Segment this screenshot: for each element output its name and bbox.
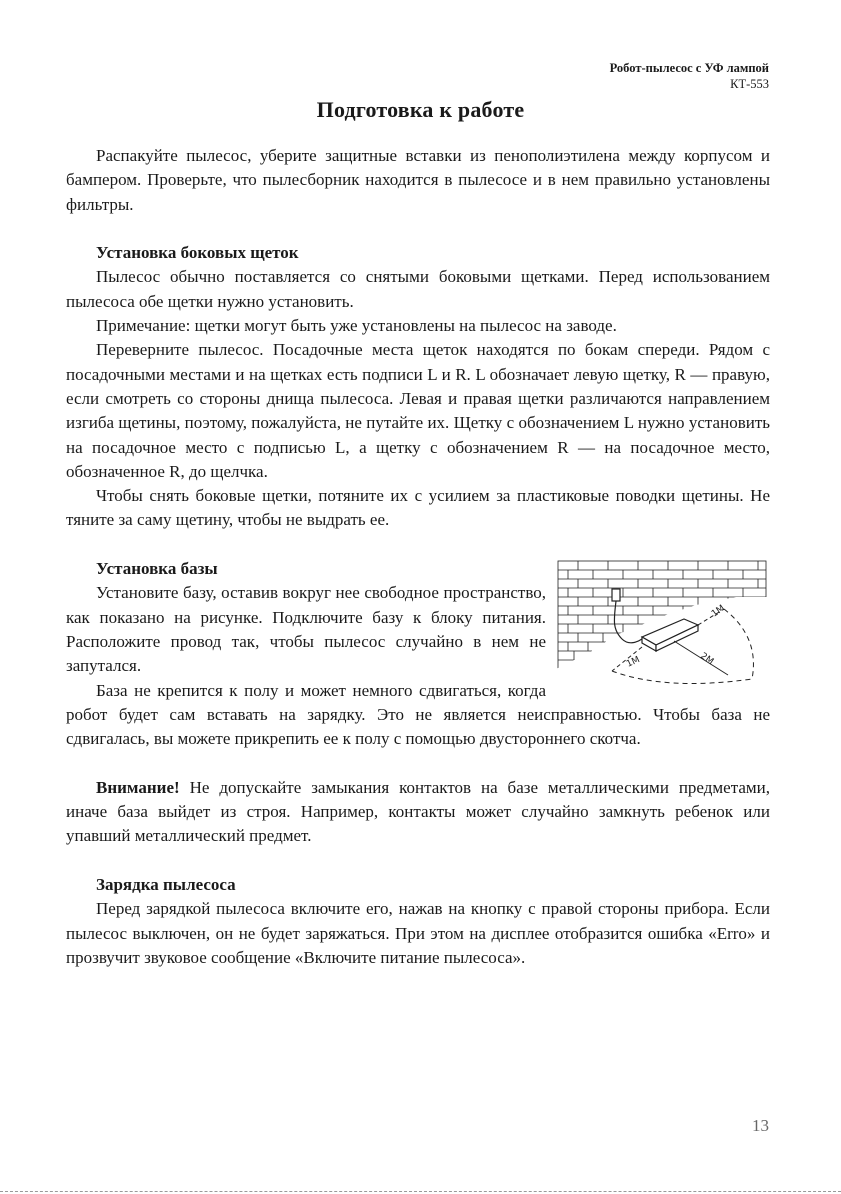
side-brushes-note: Примечание: щетки могут быть уже установлены на пылесос на заводе.: [96, 316, 617, 336]
page-number: 13: [752, 1116, 769, 1135]
header-model: КТ-553: [730, 77, 769, 91]
page-title: Подготовка к работе: [316, 97, 525, 122]
base-placement-figure: [556, 559, 770, 697]
side-brushes-paragraph-3: Переверните пылесос. Посадочные места щеток находятся по бокам спереди. Рядом с посадочными местами и на щетках есть подписи L и R. L обозначает левую щетку, R — правую, если смотреть со стороны днища пылесоса. Левая и правая щетки различаются направлением изгиба щетины, поэтому, пожалуйста, не путайте их. Щетку с обозначением L нужно установить на посадочное место с подписью L, а щетку с обозначением R — на посадочное место, обозначенное R, до щелчка.: [66, 340, 770, 481]
warning-text: Не допускайте замыкания контактов на базе металлическими предметами, иначе база выйдет из строя. Например, контакты может случайно замкнуть ребенок или упавший металлический предмет.: [66, 777, 770, 846]
warning-paragraph: [66, 776, 770, 849]
side-brushes-heading: Установка боковых щеток: [96, 243, 299, 263]
base-heading: Установка базы: [96, 559, 218, 579]
label-1m-right: 1M: [709, 603, 727, 620]
running-header: [610, 60, 769, 92]
base-paragraph-1: Установите базу, оставив вокруг нее свободное пространство, как показано на рисунке. Подключите базу к блоку питания. Расположите провод так, чтобы пылесос случайно в нем не запутался.: [66, 583, 546, 676]
label-2m-front: 2M: [698, 651, 716, 668]
charging-heading: Зарядка пылесоса: [96, 874, 236, 894]
page-content: [66, 144, 770, 970]
base-paragraph-2: База не крепится к полу и может немного сдвигаться, когда робот будет сам вставать на зарядку. Это не является неисправностью. Чтобы база не сдвигалась, вы можете прикрепить ее к полу с помощью двустороннего скотча.: [66, 680, 770, 749]
charging-paragraph-1: Перед зарядкой пылесоса включите его, нажав на кнопку с правой стороны прибора. Если пылесос выключен, он не будет заряжаться. При этом на дисплее отобразится ошибка «Erro» и прозвучит звуковое сообщение «Включите питание пылесоса».: [66, 899, 770, 967]
side-brushes-paragraph-1: Пылесос обычно поставляется со снятыми боковыми щетками. Перед использованием пылесоса обе щетки нужно установить.: [66, 267, 770, 311]
warning-label: Внимание!: [96, 777, 180, 797]
header-product: Робот-пылесос с УФ лампой: [609, 61, 769, 75]
label-1m-left: 1M: [625, 654, 642, 670]
side-brushes-paragraph-4: Чтобы снять боковые щетки, потяните их с усилием за пластиковые поводки щетины. Не тяните за саму щетину, чтобы не выдрать ее.: [66, 486, 770, 530]
intro-paragraph: Распакуйте пылесос, уберите защитные вставки из пенополиэтилена между корпусом и бампером. Проверьте, что пылесборник находится в пылесосе и в нем правильно установлены фильтры.: [66, 146, 770, 214]
bottom-cut-line: [0, 1191, 841, 1192]
